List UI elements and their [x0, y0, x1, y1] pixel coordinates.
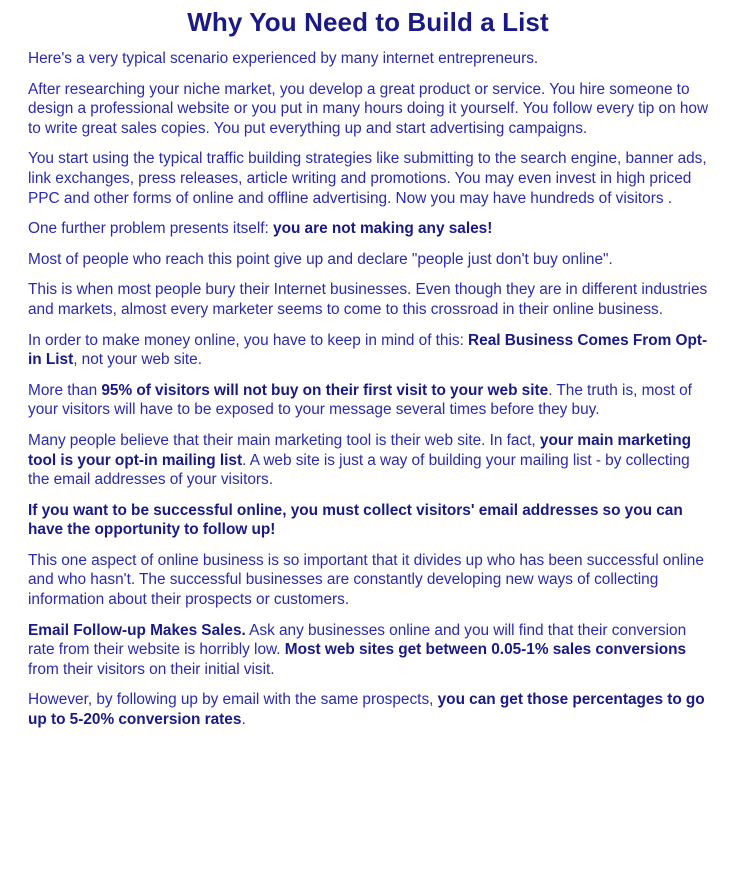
paragraph-followup-conversion-rates — [28, 690, 710, 729]
emphasis-text: you are not making any sales! — [273, 220, 493, 238]
emphasis-text: you can get those percentages to go up to 5-20% conversion rates — [28, 691, 705, 729]
body-text: Ask any businesses online and you will find that their conversion rate from their website is horribly low. — [28, 621, 687, 659]
emphasis-text: Email Follow-up Makes Sales. — [28, 621, 246, 639]
body-text: from their visitors on their initial visit. — [28, 660, 275, 678]
paragraph-traffic-building — [28, 149, 710, 208]
body-text: More than — [28, 381, 102, 399]
body-text: This is when most people bury their Internet businesses. Even though they are in different industries and markets, almost every marketer seems to come to this crossroad in their online business. — [28, 281, 708, 318]
paragraph-bury-businesses — [28, 280, 710, 319]
body-text: Here's a very typical scenario experienced by many internet entrepreneurs. — [28, 50, 539, 67]
paragraph-one-aspect-divides — [28, 551, 710, 610]
document-body — [0, 37, 736, 730]
emphasis-text: 95% of visitors will not buy on their first visit to your web site — [101, 381, 549, 399]
body-text: . A web site is just a way of building your mailing list - by collecting the email addresses of your visitors. — [28, 451, 690, 489]
body-text: This one aspect of online business is so important that it divides up who has been successful online and who hasn't. The successful businesses are constantly developing new ways of collecting information about their prospects or customers. — [28, 551, 704, 609]
emphasis-text: your main marketing tool is your opt-in mailing list — [28, 431, 692, 469]
body-text: Many people believe that their main marketing tool is their web site. In fact, — [28, 431, 540, 449]
body-text: After researching your niche market, you develop a great product or service. You hire someone to design a professional website or you put in many hours doing it yourself. You follow every tip on how to write great sales copies. You put everything up and start advertising campaigns. — [28, 80, 709, 137]
paragraph-after-researching — [28, 80, 710, 139]
paragraph-one-further-problem — [28, 219, 710, 239]
body-text: . The truth is, most of your visitors will have to be exposed to your message several times before they buy. — [28, 381, 692, 419]
paragraph-must-collect-emails — [28, 501, 710, 540]
page-title: Why You Need to Build a List — [187, 7, 549, 37]
paragraph-email-followup-sales — [28, 621, 710, 680]
emphasis-text: Real Business Comes From Opt-in List — [28, 331, 708, 369]
body-text: You start using the typical traffic building strategies like submitting to the search engine, banner ads, link exchanges, press releases, article writing and promotions. You may even invest in high priced PPC and other forms of online and offline advertising. Now you may have hundreds of visitors . — [28, 150, 707, 207]
body-text: One further problem presents itself: — [28, 220, 274, 238]
paragraph-real-business-optin — [28, 331, 710, 370]
paragraph-ninety-five-percent — [28, 381, 710, 420]
emphasis-text: If you want to be successful online, you must collect visitors' email addresses so you can have the opportunity to follow up! — [28, 501, 683, 539]
emphasis-text: Most web sites get between 0.05-1% sales conversions — [284, 641, 687, 659]
paragraph-main-marketing-tool — [28, 431, 710, 490]
body-text: In order to make money online, you have to keep in mind of this: — [28, 331, 469, 349]
paragraph-most-people-give-up — [28, 250, 710, 270]
body-text: Most of people who reach this point give up and declare "people just don't buy online". — [28, 250, 613, 268]
body-text: . — [241, 711, 246, 729]
body-text: , not your web site. — [73, 351, 202, 369]
body-text: However, by following up by email with the same prospects, — [28, 691, 438, 709]
paragraph-intro-scenario — [28, 49, 710, 69]
